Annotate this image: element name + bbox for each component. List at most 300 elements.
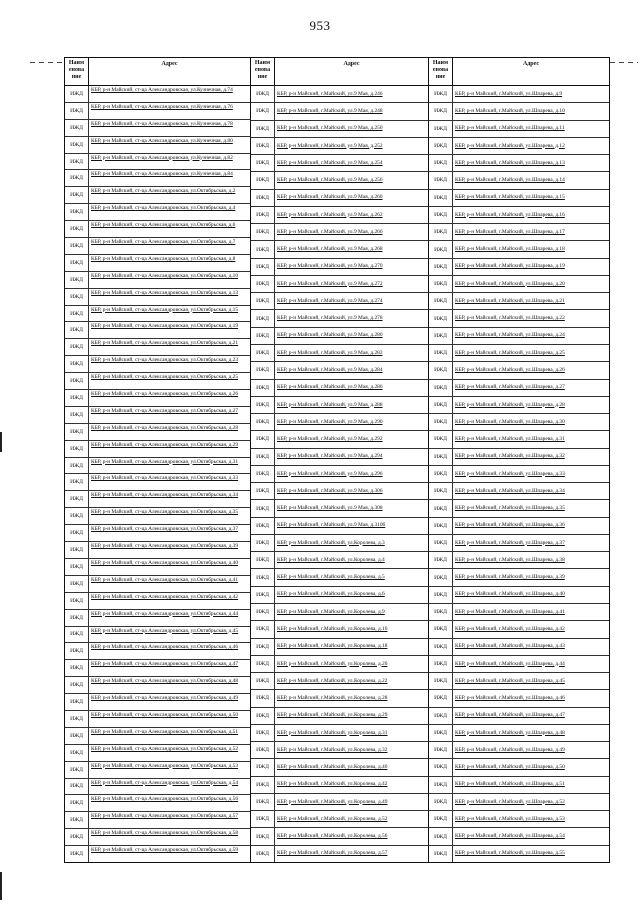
address-text: КБР, р-н Майский, г.Майский, ул.Королева, д.32 bbox=[277, 746, 388, 753]
cell-code: ИЖД bbox=[251, 725, 275, 741]
table-row bbox=[251, 587, 428, 604]
cell-code: ИЖД bbox=[429, 500, 453, 516]
cell-address bbox=[89, 542, 250, 558]
cell-address bbox=[275, 500, 428, 516]
cell-code: ИЖД bbox=[65, 339, 89, 355]
cell-address bbox=[453, 742, 609, 758]
address-text: КБР, р-н Майский, г.Майский, ул.Королева, д.22 bbox=[277, 677, 388, 684]
cell-address bbox=[453, 310, 609, 326]
cell-code: ИЖД bbox=[251, 604, 275, 620]
cell-code: ИЖД bbox=[65, 795, 89, 811]
cell-address bbox=[89, 474, 250, 490]
table-row bbox=[251, 207, 428, 224]
cell-address bbox=[89, 694, 250, 710]
table-row bbox=[65, 559, 250, 576]
cell-code: ИЖД bbox=[251, 708, 275, 724]
table-row bbox=[429, 742, 609, 759]
address-text: КБР, р-н Майский, ст-ца Александровская, ул.Октябрьская, д.25 bbox=[91, 374, 239, 381]
table-row bbox=[251, 552, 428, 569]
cell-code: ИЖД bbox=[65, 289, 89, 305]
address-text: КБР, р-н Майский, ст-ца Александровская, ул.Октябрьская, д.42 bbox=[91, 593, 239, 600]
table-row bbox=[251, 259, 428, 276]
cell-code: ИЖД bbox=[65, 474, 89, 490]
cell-address bbox=[453, 656, 609, 672]
address-text: КБР, р-н Майский, г.Майский, ул.Шпарева, д.43 bbox=[455, 643, 565, 650]
cell-address bbox=[89, 170, 250, 186]
cell-address bbox=[453, 690, 609, 706]
table-row bbox=[251, 518, 428, 535]
address-text: КБР, р-н Майский, г.Майский, ул.Шпарева, д.19 bbox=[455, 263, 565, 270]
cell-code: ИЖД bbox=[251, 155, 275, 171]
cell-code: ИЖД bbox=[429, 466, 453, 482]
page-number: 953 bbox=[309, 18, 331, 33]
table-row bbox=[65, 322, 250, 339]
address-text: КБР, р-н Майский, г.Майский, ул.9 Мая, д.306 bbox=[277, 487, 383, 494]
address-text: КБР, р-н Майский, г.Майский, ул.Шпарева, д.34 bbox=[455, 487, 565, 494]
cell-code: ИЖД bbox=[65, 660, 89, 676]
cell-code: ИЖД bbox=[65, 576, 89, 592]
cell-address bbox=[89, 829, 250, 845]
cell-address bbox=[89, 610, 250, 626]
address-text: КБР, р-н Майский, г.Майский, ул.9 Мая, д.266 bbox=[277, 228, 383, 235]
address-text: КБР, р-н Майский, ст-ца Александровская, ул.Октябрьская, д.4 bbox=[91, 205, 236, 212]
cell-address bbox=[275, 449, 428, 465]
table-row bbox=[251, 103, 428, 120]
cell-address bbox=[275, 569, 428, 585]
cell-address bbox=[89, 154, 250, 170]
table-row bbox=[251, 449, 428, 466]
table-row bbox=[251, 846, 428, 862]
address-text: КБР, р-н Майский, г.Майский, ул.Шпарева, д.50 bbox=[455, 764, 565, 771]
cell-address bbox=[275, 172, 428, 188]
cell-code: ИЖД bbox=[65, 306, 89, 322]
table-header bbox=[251, 58, 428, 86]
table-row bbox=[65, 762, 250, 779]
address-text: КБР, р-н Майский, г.Майский, ул.9 Мая, д.294 bbox=[277, 453, 383, 460]
address-text: КБР, р-н Майский, ст-ца Александровская, ул.Октябрьская, д.58 bbox=[91, 830, 239, 837]
address-text: КБР, р-н Майский, г.Майский, ул.Шпарева, д.28 bbox=[455, 401, 565, 408]
cell-code: ИЖД bbox=[429, 846, 453, 862]
table-row bbox=[65, 356, 250, 373]
address-text: КБР, р-н Майский, ст-ца Александровская, ул.Октябрьская, д.26 bbox=[91, 391, 239, 398]
table-row bbox=[65, 846, 250, 862]
address-text: КБР, р-н Майский, г.Майский, ул.Королева, д.40 bbox=[277, 764, 388, 771]
address-text: КБР, р-н Майский, ст-ца Александровская, ул.Октябрьская, д.19 bbox=[91, 323, 239, 330]
table-row bbox=[251, 362, 428, 379]
cell-address bbox=[275, 466, 428, 482]
cell-code: ИЖД bbox=[251, 86, 275, 102]
table-row bbox=[65, 745, 250, 762]
address-text: КБР, р-н Майский, г.Майский, ул.Королева, д.9 bbox=[277, 608, 385, 615]
cell-code: ИЖД bbox=[429, 155, 453, 171]
header-address: Адрес bbox=[522, 61, 540, 67]
cell-address bbox=[453, 777, 609, 793]
address-text: КБР, р-н Майский, ст-ца Александровская, ул.Октябрьская, д.40 bbox=[91, 559, 239, 566]
table-row bbox=[65, 103, 250, 120]
cell-address bbox=[453, 397, 609, 413]
cell-address bbox=[453, 708, 609, 724]
table-row bbox=[429, 794, 609, 811]
cell-address bbox=[89, 407, 250, 423]
table-row bbox=[65, 728, 250, 745]
table-row bbox=[65, 491, 250, 508]
cell-code: ИЖД bbox=[251, 587, 275, 603]
cell-address bbox=[453, 673, 609, 689]
cell-address bbox=[275, 828, 428, 844]
cell-address bbox=[453, 345, 609, 361]
table-row bbox=[65, 660, 250, 677]
address-text: КБР, р-н Майский, г.Майский, ул.9 Мая, д.268 bbox=[277, 246, 383, 253]
cell-code: ИЖД bbox=[429, 328, 453, 344]
table-row bbox=[429, 759, 609, 776]
table-row bbox=[251, 172, 428, 189]
cell-address bbox=[89, 508, 250, 524]
cell-code: ИЖД bbox=[251, 310, 275, 326]
cell-address bbox=[453, 518, 609, 534]
address-text: КБР, р-н Майский, ст-ца Александровская, ул.Октябрьская, д.35 bbox=[91, 509, 239, 516]
cell-address bbox=[89, 846, 250, 862]
address-text: КБР, р-н Майский, г.Майский, ул.Королева, д.5 bbox=[277, 574, 385, 581]
cell-address bbox=[275, 155, 428, 171]
table-row bbox=[65, 154, 250, 171]
cell-address bbox=[89, 728, 250, 744]
address-text: КБР, р-н Майский, г.Майский, ул.Шпарева, д.24 bbox=[455, 332, 565, 339]
address-text: КБР, р-н Майский, ст-ца Александровская, ул.Октябрьская, д.21 bbox=[91, 340, 239, 347]
table-row bbox=[65, 441, 250, 458]
address-text: КБР, р-н Майский, г.Майский, ул.Королева, д.18 bbox=[277, 643, 388, 650]
address-text: КБР, р-н Майский, г.Майский, ул.Шпарева, д.53 bbox=[455, 815, 565, 822]
cell-code: ИЖД bbox=[65, 812, 89, 828]
cell-code: ИЖД bbox=[429, 380, 453, 396]
cell-address bbox=[89, 559, 250, 575]
cell-code: ИЖД bbox=[429, 535, 453, 551]
cell-code: ИЖД bbox=[65, 322, 89, 338]
address-text: КБР, р-н Майский, г.Майский, ул.Королева, д.20 bbox=[277, 660, 388, 667]
address-text: КБР, р-н Майский, г.Майский, ул.Шпарева, д.45 bbox=[455, 677, 565, 684]
cell-address bbox=[275, 138, 428, 154]
cell-address bbox=[453, 639, 609, 655]
cell-address bbox=[453, 431, 609, 447]
table-row bbox=[429, 397, 609, 414]
table-row bbox=[429, 224, 609, 241]
cell-code: ИЖД bbox=[251, 828, 275, 844]
table-row bbox=[251, 276, 428, 293]
address-text: КБР, р-н Майский, г.Майский, ул.Королева, д.49 bbox=[277, 798, 388, 805]
cell-code: ИЖД bbox=[429, 121, 453, 137]
cell-address bbox=[89, 677, 250, 693]
table-row bbox=[251, 397, 428, 414]
cell-address bbox=[89, 795, 250, 811]
address-text: КБР, р-н Майский, г.Майский, ул.9 Мая, д.272 bbox=[277, 280, 383, 287]
table-row bbox=[429, 828, 609, 845]
cell-code: ИЖД bbox=[251, 172, 275, 188]
cell-code: ИЖД bbox=[251, 811, 275, 827]
table-row bbox=[65, 424, 250, 441]
cell-code: ИЖД bbox=[65, 711, 89, 727]
table-row bbox=[429, 380, 609, 397]
cell-address bbox=[453, 535, 609, 551]
address-text: КБР, р-н Майский, ст-ца Александровская, ул.Октябрьская, д.39 bbox=[91, 543, 239, 550]
table-row bbox=[429, 138, 609, 155]
cell-address bbox=[453, 759, 609, 775]
cell-address bbox=[89, 643, 250, 659]
table-row bbox=[65, 120, 250, 137]
cell-address bbox=[453, 224, 609, 240]
cell-address bbox=[89, 593, 250, 609]
address-text: КБР, р-н Майский, г.Майский, ул.9 Мая, д.288 bbox=[277, 401, 383, 408]
cell-address bbox=[453, 276, 609, 292]
cell-code: ИЖД bbox=[251, 759, 275, 775]
table-column-1 bbox=[64, 57, 250, 863]
cell-address bbox=[275, 259, 428, 275]
cell-address bbox=[275, 656, 428, 672]
cell-code: ИЖД bbox=[429, 656, 453, 672]
cell-code: ИЖД bbox=[65, 525, 89, 541]
table-row bbox=[251, 155, 428, 172]
scan-dash-left bbox=[30, 62, 64, 63]
cell-code: ИЖД bbox=[251, 380, 275, 396]
cell-code: ИЖД bbox=[429, 759, 453, 775]
address-text: КБР, р-н Майский, г.Майский, ул.Шпарева, д.13 bbox=[455, 159, 565, 166]
address-text: КБР, р-н Майский, ст-ца Александровская, ул.Октябрьская, д.47 bbox=[91, 661, 239, 668]
address-text: КБР, р-н Майский, г.Майский, ул.Шпарева, д.30 bbox=[455, 418, 565, 425]
cell-address bbox=[453, 449, 609, 465]
cell-code: ИЖД bbox=[251, 431, 275, 447]
cell-code: ИЖД bbox=[65, 187, 89, 203]
cell-code: ИЖД bbox=[251, 466, 275, 482]
cell-code: ИЖД bbox=[429, 725, 453, 741]
address-register-table bbox=[64, 57, 610, 863]
table-row bbox=[65, 779, 250, 796]
cell-address bbox=[275, 811, 428, 827]
table-row bbox=[65, 643, 250, 660]
table-row bbox=[429, 621, 609, 638]
header-code: Наим енова ние bbox=[65, 58, 89, 85]
address-text: КБР, р-н Майский, ст-ца Александровская, ул.Октябрьская, д.29 bbox=[91, 441, 239, 448]
address-text: КБР, р-н Майский, г.Майский, ул.Королева, д.28 bbox=[277, 695, 388, 702]
cell-code: ИЖД bbox=[251, 345, 275, 361]
address-text: КБР, р-н Майский, г.Майский, ул.9 Мая, д.296 bbox=[277, 470, 383, 477]
address-text: КБР, р-н Майский, ст-ца Александровская, ул.Октябрьская, д.41 bbox=[91, 576, 239, 583]
cell-code: ИЖД bbox=[251, 794, 275, 810]
cell-code: ИЖД bbox=[429, 708, 453, 724]
cell-code: ИЖД bbox=[251, 690, 275, 706]
address-text: КБР, р-н Майский, г.Майский, ул.9 Мая, д.310б bbox=[277, 522, 386, 529]
cell-code: ИЖД bbox=[429, 241, 453, 257]
cell-address bbox=[275, 621, 428, 637]
address-text: КБР, р-н Майский, г.Майский, ул.Шпарева, д.15 bbox=[455, 194, 565, 201]
cell-code: ИЖД bbox=[251, 518, 275, 534]
address-text: КБР, р-н Майский, г.Майский, ул.Шпарева, д.40 bbox=[455, 591, 565, 598]
cell-code: ИЖД bbox=[429, 673, 453, 689]
address-text: КБР, р-н Майский, ст-ца Александровская, ул.Октябрьская, д.8 bbox=[91, 255, 236, 262]
table-row bbox=[251, 224, 428, 241]
address-text: КБР, р-н Майский, г.Майский, ул.9 Мая, д.256 bbox=[277, 177, 383, 184]
cell-code: ИЖД bbox=[251, 500, 275, 516]
cell-address bbox=[275, 673, 428, 689]
cell-address bbox=[89, 762, 250, 778]
table-row bbox=[251, 241, 428, 258]
cell-address bbox=[275, 241, 428, 257]
table-row bbox=[429, 725, 609, 742]
table-row bbox=[65, 593, 250, 610]
address-text: КБР, р-н Майский, г.Майский, ул.9 Мая, д.292 bbox=[277, 436, 383, 443]
table-row bbox=[429, 500, 609, 517]
table-row bbox=[251, 811, 428, 828]
cell-code: ИЖД bbox=[65, 559, 89, 575]
address-text: КБР, р-н Майский, ст-ца Александровская, ул.Октябрьская, д.59 bbox=[91, 847, 239, 854]
address-text: КБР, р-н Майский, ст-ца Александровская, ул.Октябрьская, д.56 bbox=[91, 796, 239, 803]
cell-code: ИЖД bbox=[429, 552, 453, 568]
header-address: Адрес bbox=[161, 61, 178, 67]
cell-code: ИЖД bbox=[65, 407, 89, 423]
cell-code: ИЖД bbox=[65, 238, 89, 254]
cell-code: ИЖД bbox=[65, 221, 89, 237]
cell-address bbox=[89, 86, 250, 102]
table-row bbox=[429, 449, 609, 466]
cell-address bbox=[89, 322, 250, 338]
cell-address bbox=[453, 569, 609, 585]
table-row bbox=[429, 207, 609, 224]
address-text: КБР, р-н Майский, ст-ца Александровская, ул.Октябрьская, д.10 bbox=[91, 272, 239, 279]
cell-code: ИЖД bbox=[429, 777, 453, 793]
address-text: КБР, р-н Майский, г.Майский, ул.9 Мая, д.290 bbox=[277, 418, 383, 425]
address-text: КБР, р-н Майский, г.Майский, ул.Шпарева, д.21 bbox=[455, 297, 565, 304]
cell-code: ИЖД bbox=[65, 86, 89, 102]
cell-address bbox=[89, 356, 250, 372]
cell-code: ИЖД bbox=[429, 639, 453, 655]
table-row bbox=[65, 86, 250, 103]
cell-address bbox=[89, 745, 250, 761]
table-row bbox=[65, 829, 250, 846]
cell-code: ИЖД bbox=[429, 172, 453, 188]
address-text: КБР, р-н Майский, г.Майский, ул.9 Мая, д.252 bbox=[277, 142, 383, 149]
address-text: КБР, р-н Майский, г.Майский, ул.Шпарева, д.44 bbox=[455, 660, 565, 667]
address-text: КБР, р-н Майский, г.Майский, ул.Королева, д.42 bbox=[277, 781, 388, 788]
cell-address bbox=[275, 587, 428, 603]
table-row bbox=[65, 610, 250, 627]
cell-address bbox=[453, 155, 609, 171]
address-text: КБР, р-н Майский, г.Майский, ул.Шпарева, д.52 bbox=[455, 798, 565, 805]
address-text: КБР, р-н Майский, ст-ца Александровская, ул.Октябрьская, д.57 bbox=[91, 813, 239, 820]
address-text: КБР, р-н Майский, ст-ца Александровская, ул.Кузнечная, д.74 bbox=[91, 87, 233, 93]
cell-code: ИЖД bbox=[251, 656, 275, 672]
cell-address bbox=[89, 137, 250, 153]
table-row bbox=[251, 777, 428, 794]
table-row bbox=[65, 170, 250, 187]
cell-address bbox=[275, 86, 428, 102]
cell-address bbox=[89, 779, 250, 795]
cell-address bbox=[275, 431, 428, 447]
cell-code: ИЖД bbox=[65, 272, 89, 288]
cell-address bbox=[453, 241, 609, 257]
cell-code: ИЖД bbox=[429, 310, 453, 326]
address-text: КБР, р-н Майский, г.Майский, ул.Шпарева, д.35 bbox=[455, 505, 565, 512]
table-row bbox=[429, 414, 609, 431]
table-row bbox=[251, 138, 428, 155]
cell-address bbox=[89, 187, 250, 203]
cell-code: ИЖД bbox=[429, 414, 453, 430]
address-text: КБР, р-н Майский, ст-ца Александровская, ул.Октябрьская, д.2 bbox=[91, 188, 236, 195]
cell-address bbox=[453, 500, 609, 516]
cell-code: ИЖД bbox=[251, 673, 275, 689]
table-row bbox=[65, 204, 250, 221]
cell-code: ИЖД bbox=[251, 777, 275, 793]
table-row bbox=[65, 306, 250, 323]
table-row bbox=[65, 694, 250, 711]
address-text: КБР, р-н Майский, г.Майский, ул.Королева, д.56 bbox=[277, 833, 388, 840]
table-row bbox=[429, 777, 609, 794]
address-text: КБР, р-н Майский, ст-ца Александровская, ул.Октябрьская, д.49 bbox=[91, 695, 239, 702]
address-text: КБР, р-н Майский, г.Майский, ул.Шпарева, д.55 bbox=[455, 850, 565, 857]
cell-code: ИЖД bbox=[251, 742, 275, 758]
table-row bbox=[251, 725, 428, 742]
table-row bbox=[429, 259, 609, 276]
cell-address bbox=[275, 794, 428, 810]
table-column-3 bbox=[428, 57, 610, 863]
address-text: КБР, р-н Майский, г.Майский, ул.9 Мая, д.284 bbox=[277, 366, 383, 373]
cell-address bbox=[275, 397, 428, 413]
table-row bbox=[429, 310, 609, 327]
table-row bbox=[65, 137, 250, 154]
cell-code: ИЖД bbox=[429, 362, 453, 378]
table-body bbox=[251, 86, 428, 862]
cell-address bbox=[89, 204, 250, 220]
table-row bbox=[65, 542, 250, 559]
cell-code: ИЖД bbox=[65, 508, 89, 524]
table-header bbox=[65, 58, 250, 86]
address-text: КБР, р-н Майский, ст-ца Александровская, ул.Кузнечная, д.84 bbox=[91, 171, 233, 178]
cell-address bbox=[89, 458, 250, 474]
table-row bbox=[251, 380, 428, 397]
cell-code: ИЖД bbox=[251, 362, 275, 378]
address-text: КБР, р-н Майский, г.Майский, ул.9 Мая, д.254 bbox=[277, 159, 383, 166]
table-row bbox=[429, 276, 609, 293]
address-text: КБР, р-н Майский, г.Майский, ул.Шпарева, д.41 bbox=[455, 608, 565, 615]
cell-address bbox=[275, 414, 428, 430]
table-row bbox=[65, 812, 250, 829]
address-text: КБР, р-н Майский, г.Майский, ул.9 Мая, д.260 bbox=[277, 194, 383, 201]
address-text: КБР, р-н Майский, г.Майский, ул.Шпарева, д.18 bbox=[455, 246, 565, 253]
cell-address bbox=[89, 221, 250, 237]
cell-address bbox=[89, 103, 250, 119]
address-text: КБР, р-н Майский, г.Майский, ул.Шпарева, д.47 bbox=[455, 712, 565, 719]
table-row bbox=[251, 414, 428, 431]
cell-code: ИЖД bbox=[429, 690, 453, 706]
cell-code: ИЖД bbox=[65, 390, 89, 406]
cell-address bbox=[453, 328, 609, 344]
cell-address bbox=[89, 120, 250, 136]
table-row bbox=[429, 535, 609, 552]
scan-edge-mark-top bbox=[0, 432, 2, 452]
address-text: КБР, р-н Майский, г.Майский, ул.9 Мая, д.286 bbox=[277, 384, 383, 391]
cell-address bbox=[453, 138, 609, 154]
table-row bbox=[251, 483, 428, 500]
cell-code: ИЖД bbox=[251, 224, 275, 240]
cell-code: ИЖД bbox=[251, 449, 275, 465]
table-row bbox=[65, 458, 250, 475]
cell-address bbox=[453, 587, 609, 603]
cell-code: ИЖД bbox=[65, 137, 89, 153]
table-row bbox=[429, 86, 609, 103]
cell-code: ИЖД bbox=[65, 154, 89, 170]
header-code: Наим енова ние bbox=[251, 58, 275, 85]
cell-address bbox=[453, 604, 609, 620]
cell-address bbox=[453, 190, 609, 206]
table-row bbox=[65, 576, 250, 593]
table-row bbox=[251, 535, 428, 552]
table-row bbox=[429, 241, 609, 258]
